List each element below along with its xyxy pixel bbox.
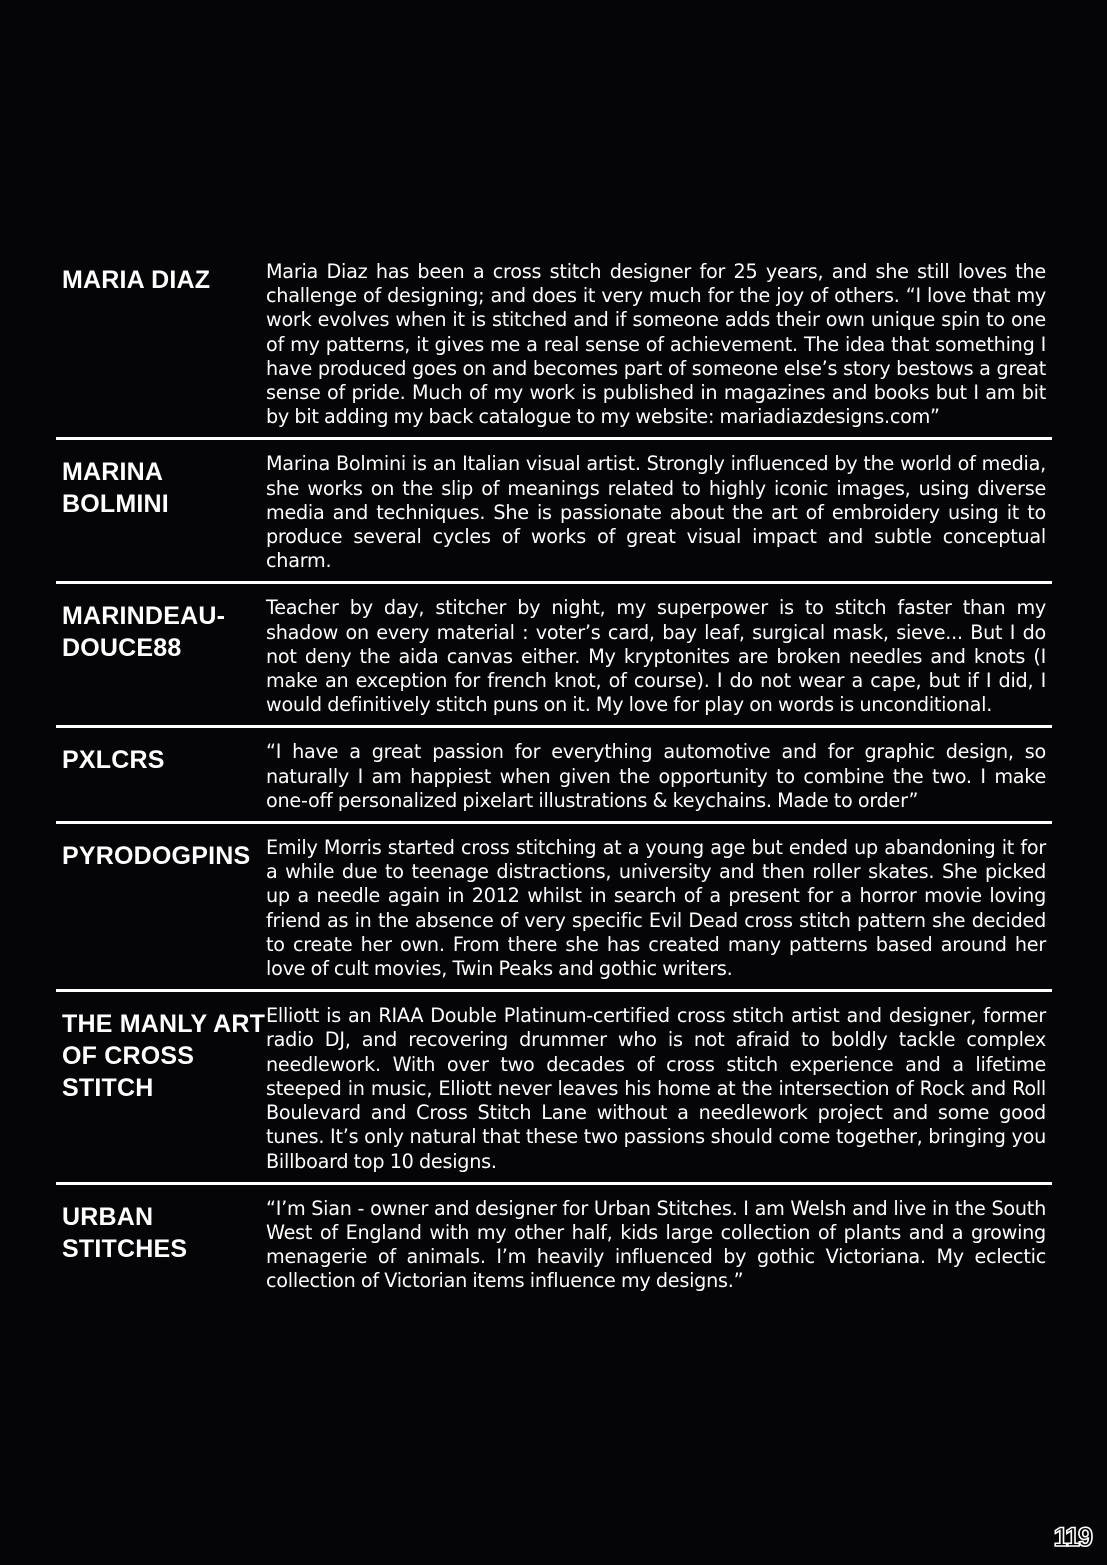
designer-entry-manly-art-of-cross-stitch (56, 1000, 1052, 1184)
page-number: 119 (1053, 1522, 1091, 1552)
designer-name: MARIA DIAZ (62, 266, 211, 294)
designer-name: MARINA BOLMINI (62, 458, 169, 519)
designer-bio: “I have a great passion for everything automotive and for graphic design, so naturally I am happiest when given the opportunity to combine the two. I make one-off personalized pixelart illustrations & keychains. Made to order” (266, 740, 1046, 812)
designer-entry-pxlcrs (56, 736, 1052, 824)
designer-bio: “I’m Sian - owner and designer for Urban Stitches. I am Welsh and live in the South West of England with my other half, kids large collection of plants and a growing menagerie of animals. I’m heavily influenced by gothic Victoriana. My eclectic collection of Victorian items influence my designs.” (266, 1196, 1046, 1293)
designer-name: URBAN STITCHES (62, 1202, 188, 1263)
designer-list (56, 256, 1052, 1310)
designer-name: MARINDEAU-DOUCE88 (62, 602, 226, 663)
designer-entry-marina-bolmini (56, 448, 1052, 584)
designer-name: THE MANLY ART OF CROSS STITCH (62, 1010, 266, 1103)
designer-entry-urban-stitches (56, 1193, 1052, 1302)
designer-name: PXLCRS (62, 746, 165, 775)
designer-name: PYRODOGPINS (62, 842, 251, 871)
designer-bio: Teacher by day, stitcher by night, my superpower is to stitch faster than my shadow on every material : voter’s card, bay leaf, surgical mask, sieve... But I do not deny the aida canvas either. My kryptonites are broken needles and knots (I make an exception for french knot, of course). I do not wear a cape, but if I did, I would definitively stitch puns on it. My love for play on words is unconditional. (266, 596, 1046, 717)
designer-entry-marindeau-douce88 (56, 592, 1052, 728)
designer-bio: Marina Bolmini is an Italian visual artist. Strongly influenced by the world of media, she works on the slip of meanings related to highly iconic images, using diverse media and techniques. She is passionate about the art of embroidery using it to produce several cycles of works of great visual impact and subtle conceptual charm. (266, 452, 1046, 573)
designer-bio: Elliott is an RIAA Double Platinum-certified cross stitch artist and designer, former radio DJ, and recovering drummer who is not afraid to boldly tackle complex needlework. With over two decades of cross stitch experience and a lifetime steeped in music, Elliott never leaves his home at the intersection of Rock and Roll Boulevard and Cross Stitch Lane without a needlework project and some good tunes. It’s only natural that these two passions should come together, bringing you Billboard top 10 designs. (266, 1004, 1046, 1173)
designer-entry-maria-diaz (56, 256, 1052, 440)
designer-bio: Emily Morris started cross stitching at a young age but ended up abandoning it for a while due to teenage distractions, university and then roller skates. She picked up a needle again in 2012 whilst in search of a present for a horror movie loving friend as in the absence of very specific Evil Dead cross stitch pattern she decided to create her own. From there she has created many patterns based around her love of cult movies, Twin Peaks and gothic writers. (266, 836, 1046, 981)
designer-entry-pyrodogpins (56, 832, 1052, 992)
designer-bio: Maria Diaz has been a cross stitch designer for 25 years, and she still loves the challenge of designing; and does it very much for the joy of others. “I love that my work evolves when it is stitched and if someone adds their own unique spin to one of my patterns, it gives me a real sense of achievement. The idea that something I have produced goes on and becomes part of someone else’s story bestows a great sense of pride. Much of my work is published in magazines and books but I am bit by bit adding my back catalogue to my website: mariadiazdesigns.com” (266, 260, 1046, 429)
